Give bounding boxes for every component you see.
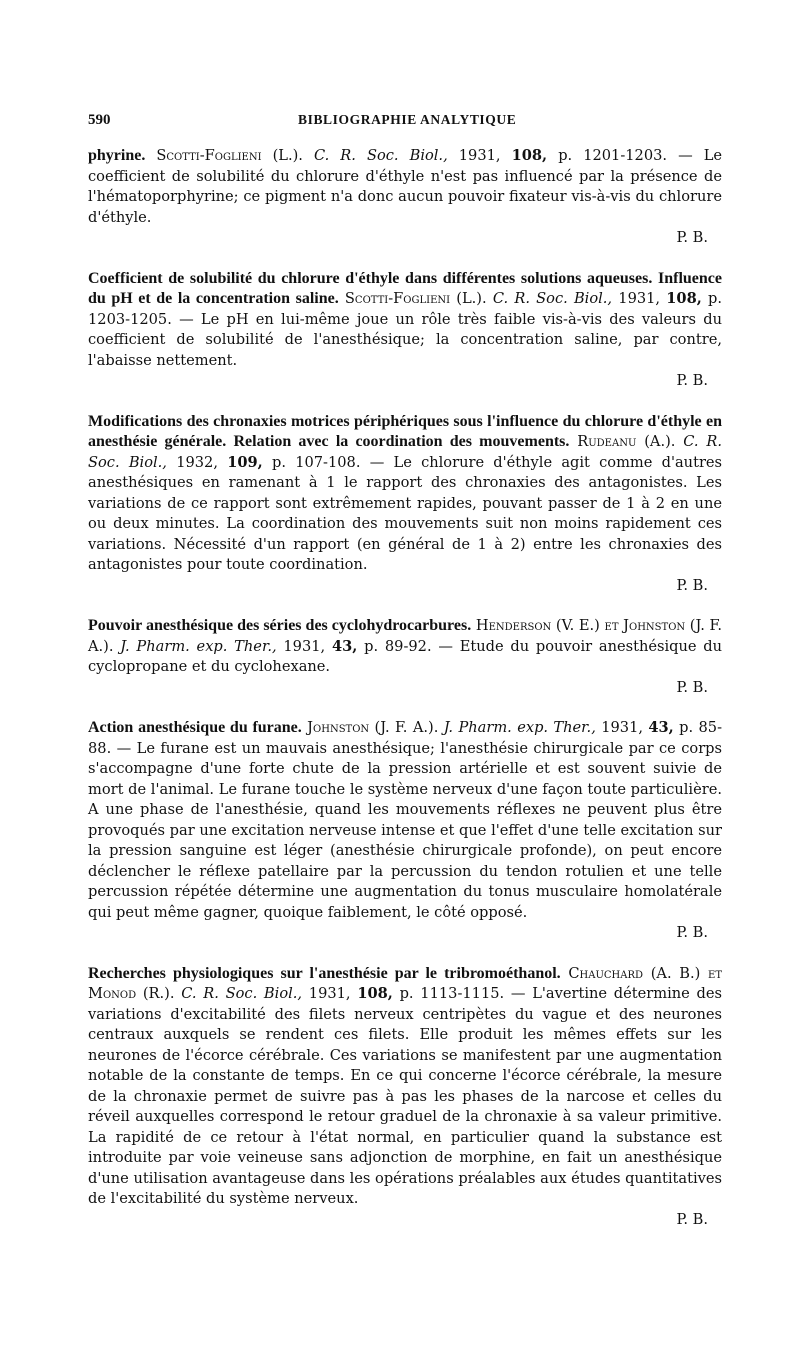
bibliography-entry bbox=[88, 964, 722, 1231]
entry-signature: P. B. bbox=[676, 576, 708, 594]
bibliography-entries bbox=[88, 146, 722, 1250]
entry-journal: J. Pharm. exp. Ther., bbox=[120, 637, 277, 655]
entry-journal: C. R. Soc. Biol., bbox=[313, 147, 448, 164]
entry-signature: P. B. bbox=[676, 372, 708, 389]
bibliography-entry bbox=[88, 412, 722, 597]
entry-volume: 108, bbox=[666, 290, 702, 307]
entry-title: Modifications des chronaxies motrices périphériques sous l'influence du chlorure d'éthyle en anesthésie générale. Relation avec la coordination des mouvements. bbox=[88, 412, 722, 450]
entry-volume: 43, bbox=[648, 719, 674, 736]
entry-pages: p. 1113-1115. bbox=[399, 985, 505, 1002]
entry-abstract: — Le furane est un mauvais anesthésique; l'anesthésie chirurgicale par ce corps s'accompagne d'une forte chute de la pression artérielle et est souvent suivie de mort de l'animal. Le furane touche le système nerveux d'une façon toute particulière. A une phase de l'anesthésie, quand les mouvements réflexes ne peuvent plus être provoqués par une excitation nerveuse intense et que l'effet d'une telle excitation sur la pression sanguine est léger (anesthésie chirurgicale profonde), on peut encore déclencher le réflexe patellaire par la percussion du tendon rotulien et une telle percussion répétée détermine une augmentation du tonus musculaire homolatérale qui peut même gagner, quoique faiblement, le côté opposé. bbox=[88, 739, 723, 921]
entry-journal: C. R. Soc. Biol., bbox=[181, 985, 303, 1002]
entry-journal: C. R. Soc. Biol., bbox=[492, 290, 613, 307]
entry-pages: p. 107-108. bbox=[271, 453, 361, 471]
entry-journal: C. R. Soc. Biol., bbox=[88, 433, 723, 471]
entry-year: 1931, bbox=[618, 290, 661, 307]
entry-year: 1932, bbox=[176, 453, 218, 471]
entry-signature: P. B. bbox=[676, 1210, 708, 1228]
bibliography-entry bbox=[88, 718, 722, 944]
entry-signature: P. B. bbox=[676, 229, 708, 246]
entry-abstract: — L'avertine détermine des variations d'excitabilité des filets nerveux centripètes du vague et des neurones centraux auxquels se rendent ces filets. Elle produit les mêmes effets sur les neurones de l'écorce cérébrale. Ces variations se manifestent par une augmentation notable de la constante de temps. En ce qui concerne l'écorce cérébrale, la mesure de la chronaxie permet de suivre pas à pas les phases de la narcose et celles du réveil auxquelles correspond le retour graduel de la chronaxie à sa valeur primitive. La rapidité de ce retour à l'état normal, en particulier quand la substance est introduite par voie veineuse sans adjonction de morphine, en fait un anesthésique d'une utilisation avantageuse dans les opérations préalables aux études quantitatives de l'excitabilité du système nerveux. bbox=[88, 985, 722, 1207]
entry-title: Recherches physiologiques sur l'anesthésie par le tribromoéthanol. bbox=[88, 964, 561, 982]
entry-abstract: — Le coefficient de solubilité du chlorure d'éthyle n'est pas influencé par la présence de l'hématoporphyrine; ce pigment n'a donc aucun pouvoir fixateur vis-à-vis du chlorure d'éthyle. bbox=[88, 147, 723, 226]
entry-title: Pouvoir anesthésique des séries des cyclohydrocarbures. bbox=[88, 617, 472, 634]
page-number: 590 bbox=[88, 112, 111, 128]
entry-title: Coefficient de solubilité du chlorure d'éthyle dans différentes solutions aqueuses. Influence du pH et de la concentration saline. bbox=[88, 269, 722, 307]
entry-year: 1931, bbox=[458, 147, 501, 164]
entry-year: 1931, bbox=[308, 985, 351, 1002]
entry-abstract: — Etude du pouvoir anesthésique du cyclopropane et du cyclohexane. bbox=[88, 637, 723, 675]
entry-volume: 43, bbox=[331, 637, 358, 655]
entry-authors: Scotti-Foglieni (L.). bbox=[344, 290, 487, 307]
entry-pages: p. 1203-1205. bbox=[88, 290, 722, 328]
entry-journal: J. Pharm. exp. Ther., bbox=[443, 719, 596, 736]
entry-authors: Henderson (V. E.) et Johnston (J. F. A.). bbox=[88, 617, 722, 655]
entry-volume: 109, bbox=[227, 453, 263, 471]
entry-title: phyrine. bbox=[88, 147, 146, 164]
entry-year: 1931, bbox=[283, 637, 326, 655]
entry-authors: Chauchard (A. B.) et Monod (R.). bbox=[88, 964, 722, 1002]
entry-signature: P. B. bbox=[676, 678, 708, 696]
entry-authors: Rudeanu (A.). bbox=[577, 433, 676, 450]
entry-authors: Johnston (J. F. A.). bbox=[307, 719, 439, 736]
bibliography-entry bbox=[88, 269, 722, 392]
entry-pages: p. 85-88. bbox=[88, 719, 722, 757]
entry-volume: 108, bbox=[511, 147, 548, 164]
entry-authors: Scotti-Foglieni (L.). bbox=[156, 147, 303, 164]
entry-signature: P. B. bbox=[676, 924, 708, 941]
page-header bbox=[88, 112, 722, 134]
bibliography-entry bbox=[88, 616, 722, 698]
entry-pages: p. 89-92. bbox=[364, 637, 432, 655]
entry-title: Action anesthésique du furane. bbox=[88, 719, 302, 736]
entry-year: 1931, bbox=[601, 719, 643, 736]
entry-volume: 108, bbox=[357, 985, 393, 1002]
entry-abstract: — Le chlorure d'éthyle agit comme d'autres anesthésiques en ramenant à 1 le rapport des chronaxies des antagonistes. Les variations de ce rapport sont extrêmement rapides, pouvant passer de 1 à 2 en une ou deux minutes. La coordination des mouvements suit non moins rapidement ces variations. Nécessité d'un rapport (en général de 1 à 2) entre les chronaxies des antagonistes pour toute coordination. bbox=[88, 453, 723, 573]
entry-abstract: — Le pH en lui-même joue un rôle très faible vis-à-vis des valeurs du coefficient de solubilité de l'anesthésique; la concentration saline, par contre, l'abaisse nettement. bbox=[88, 310, 722, 369]
bibliography-entry bbox=[88, 146, 722, 249]
entry-pages: p. 1201-1203. bbox=[558, 147, 668, 164]
running-head: BIBLIOGRAPHIE ANALYTIQUE bbox=[298, 112, 517, 127]
